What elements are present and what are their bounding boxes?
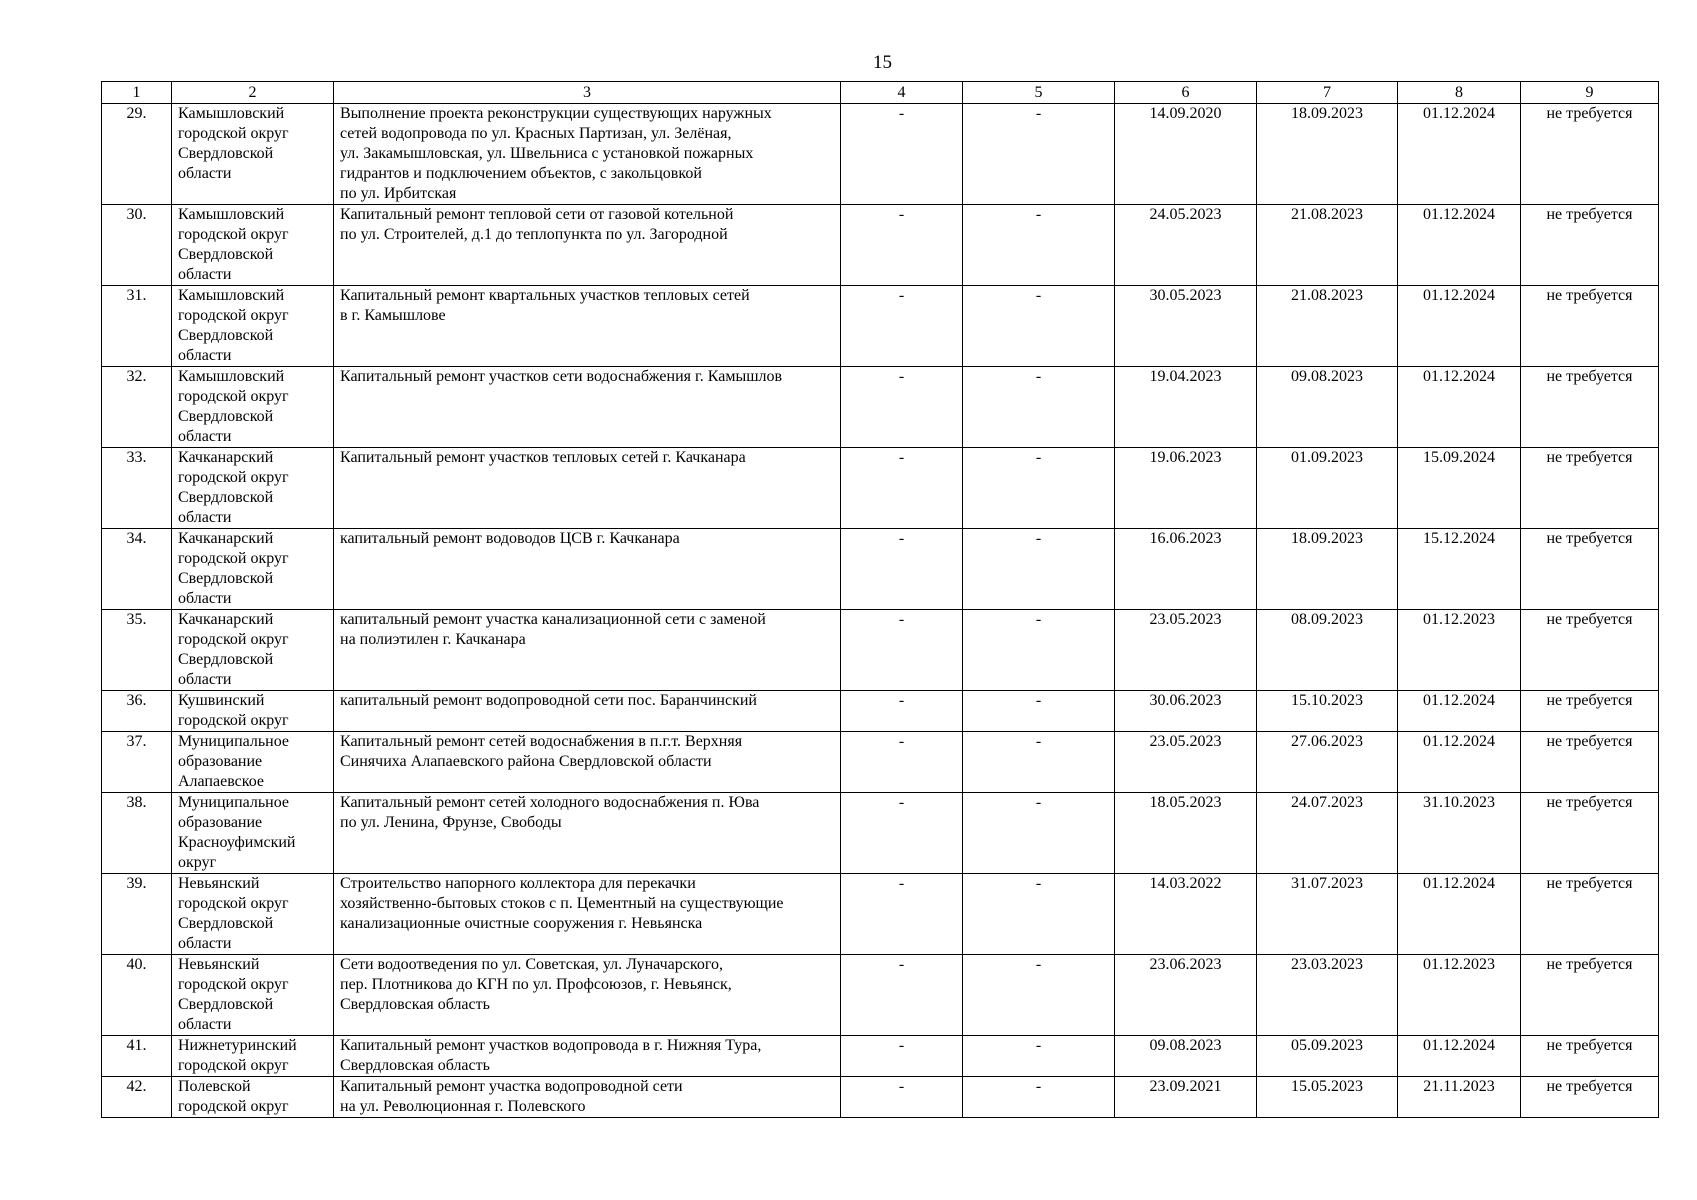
row-number: 36. (102, 691, 172, 732)
row-number: 33. (102, 448, 172, 529)
municipality-cell: Муниципальное образование Алапаевское (172, 732, 334, 793)
col4-cell: - (841, 205, 963, 286)
column-header: 2 (172, 82, 334, 104)
col7-date-cell: 21.08.2023 (1257, 286, 1398, 367)
row-number: 40. (102, 955, 172, 1036)
col6-date-cell: 19.04.2023 (1115, 367, 1257, 448)
table-row (102, 610, 1659, 691)
description-cell: капитальный ремонт участка канализационной сети с заменой на полиэтилен г. Качканара (334, 610, 841, 691)
col8-date-cell: 01.12.2024 (1398, 732, 1521, 793)
col9-status-cell: не требуется (1521, 691, 1659, 732)
table-row (102, 367, 1659, 448)
col8-date-cell: 01.12.2023 (1398, 955, 1521, 1036)
municipality-cell: Камышловский городской округ Свердловской области (172, 367, 334, 448)
description-cell: Капитальный ремонт сетей водоснабжения в п.г.т. Верхняя Синячиха Алапаевского района Свердловской области (334, 732, 841, 793)
col6-date-cell: 30.05.2023 (1115, 286, 1257, 367)
municipality-cell: Камышловский городской округ Свердловской области (172, 104, 334, 205)
col9-status-cell: не требуется (1521, 104, 1659, 205)
col6-date-cell: 23.05.2023 (1115, 610, 1257, 691)
col4-cell: - (841, 732, 963, 793)
description-cell: Сети водоотведения по ул. Советская, ул. Луначарского, пер. Плотникова до КГН по ул. Профсоюзов, г. Невьянск, Свердловская область (334, 955, 841, 1036)
description-cell: капитальный ремонт водопроводной сети пос. Баранчинский (334, 691, 841, 732)
col6-date-cell: 14.09.2020 (1115, 104, 1257, 205)
col5-cell: - (963, 448, 1115, 529)
col6-date-cell: 23.06.2023 (1115, 955, 1257, 1036)
col7-date-cell: 09.08.2023 (1257, 367, 1398, 448)
col4-cell: - (841, 610, 963, 691)
col5-cell: - (963, 1036, 1115, 1077)
description-cell: Капитальный ремонт тепловой сети от газовой котельной по ул. Строителей, д.1 до теплопункта по ул. Загородной (334, 205, 841, 286)
row-number: 30. (102, 205, 172, 286)
col7-date-cell: 27.06.2023 (1257, 732, 1398, 793)
data-table (101, 81, 1659, 1118)
col6-date-cell: 19.06.2023 (1115, 448, 1257, 529)
col9-status-cell: не требуется (1521, 286, 1659, 367)
col8-date-cell: 01.12.2024 (1398, 286, 1521, 367)
col9-status-cell: не требуется (1521, 610, 1659, 691)
municipality-cell: Качканарский городской округ Свердловской области (172, 610, 334, 691)
col7-date-cell: 15.05.2023 (1257, 1077, 1398, 1118)
municipality-cell: Кушвинский городской округ (172, 691, 334, 732)
col6-date-cell: 30.06.2023 (1115, 691, 1257, 732)
col5-cell: - (963, 874, 1115, 955)
row-number: 41. (102, 1036, 172, 1077)
col4-cell: - (841, 367, 963, 448)
col6-date-cell: 18.05.2023 (1115, 793, 1257, 874)
row-number: 32. (102, 367, 172, 448)
row-number: 34. (102, 529, 172, 610)
col6-date-cell: 24.05.2023 (1115, 205, 1257, 286)
table-row (102, 874, 1659, 955)
col7-date-cell: 08.09.2023 (1257, 610, 1398, 691)
col4-cell: - (841, 104, 963, 205)
column-header: 5 (963, 82, 1115, 104)
col8-date-cell: 01.12.2024 (1398, 874, 1521, 955)
col8-date-cell: 15.09.2024 (1398, 448, 1521, 529)
col7-date-cell: 18.09.2023 (1257, 529, 1398, 610)
column-header: 4 (841, 82, 963, 104)
municipality-cell: Муниципальное образование Красноуфимский округ (172, 793, 334, 874)
col9-status-cell: не требуется (1521, 448, 1659, 529)
col7-date-cell: 05.09.2023 (1257, 1036, 1398, 1077)
col9-status-cell: не требуется (1521, 793, 1659, 874)
col7-date-cell: 01.09.2023 (1257, 448, 1398, 529)
table-row (102, 1077, 1659, 1118)
municipality-cell: Камышловский городской округ Свердловской области (172, 286, 334, 367)
col5-cell: - (963, 955, 1115, 1036)
col7-date-cell: 23.03.2023 (1257, 955, 1398, 1036)
col5-cell: - (963, 367, 1115, 448)
col9-status-cell: не требуется (1521, 1036, 1659, 1077)
col4-cell: - (841, 529, 963, 610)
col5-cell: - (963, 104, 1115, 205)
col5-cell: - (963, 1077, 1115, 1118)
col5-cell: - (963, 286, 1115, 367)
column-header: 1 (102, 82, 172, 104)
municipality-cell: Невьянский городской округ Свердловской области (172, 874, 334, 955)
table-row (102, 448, 1659, 529)
col5-cell: - (963, 691, 1115, 732)
col6-date-cell: 23.05.2023 (1115, 732, 1257, 793)
col9-status-cell: не требуется (1521, 367, 1659, 448)
col8-date-cell: 01.12.2024 (1398, 104, 1521, 205)
municipality-cell: Камышловский городской округ Свердловской области (172, 205, 334, 286)
col4-cell: - (841, 1036, 963, 1077)
col8-date-cell: 01.12.2023 (1398, 610, 1521, 691)
col8-date-cell: 01.12.2024 (1398, 1036, 1521, 1077)
column-header: 9 (1521, 82, 1659, 104)
row-number: 31. (102, 286, 172, 367)
col8-date-cell: 01.12.2024 (1398, 205, 1521, 286)
table-row (102, 793, 1659, 874)
col6-date-cell: 09.08.2023 (1115, 1036, 1257, 1077)
col8-date-cell: 01.12.2024 (1398, 367, 1521, 448)
col8-date-cell: 31.10.2023 (1398, 793, 1521, 874)
column-header: 6 (1115, 82, 1257, 104)
col9-status-cell: не требуется (1521, 874, 1659, 955)
col4-cell: - (841, 691, 963, 732)
row-number: 38. (102, 793, 172, 874)
description-cell: Капитальный ремонт участков водопровода в г. Нижняя Тура, Свердловская область (334, 1036, 841, 1077)
col9-status-cell: не требуется (1521, 529, 1659, 610)
description-cell: Капитальный ремонт участков тепловых сетей г. Качканара (334, 448, 841, 529)
table-row (102, 205, 1659, 286)
col6-date-cell: 14.03.2022 (1115, 874, 1257, 955)
municipality-cell: Качканарский городской округ Свердловской области (172, 529, 334, 610)
municipality-cell: Нижнетуринский городской округ (172, 1036, 334, 1077)
table-row (102, 732, 1659, 793)
column-header: 8 (1398, 82, 1521, 104)
table-body (102, 104, 1659, 1118)
description-cell: Капитальный ремонт сетей холодного водоснабжения п. Юва по ул. Ленина, Фрунзе, Свободы (334, 793, 841, 874)
row-number: 42. (102, 1077, 172, 1118)
col4-cell: - (841, 1077, 963, 1118)
description-cell: капитальный ремонт водоводов ЦСВ г. Качканара (334, 529, 841, 610)
col8-date-cell: 21.11.2023 (1398, 1077, 1521, 1118)
header-row (102, 82, 1659, 104)
col4-cell: - (841, 793, 963, 874)
page-number: 15 (873, 52, 892, 73)
col7-date-cell: 15.10.2023 (1257, 691, 1398, 732)
description-cell: Капитальный ремонт участка водопроводной сети на ул. Революционная г. Полевского (334, 1077, 841, 1118)
row-number: 35. (102, 610, 172, 691)
col7-date-cell: 21.08.2023 (1257, 205, 1398, 286)
col9-status-cell: не требуется (1521, 732, 1659, 793)
col5-cell: - (963, 732, 1115, 793)
col4-cell: - (841, 955, 963, 1036)
municipality-cell: Невьянский городской округ Свердловской области (172, 955, 334, 1036)
table-row (102, 286, 1659, 367)
column-header: 7 (1257, 82, 1398, 104)
row-number: 29. (102, 104, 172, 205)
col5-cell: - (963, 529, 1115, 610)
row-number: 39. (102, 874, 172, 955)
municipality-cell: Качканарский городской округ Свердловской области (172, 448, 334, 529)
description-cell: Капитальный ремонт квартальных участков тепловых сетей в г. Камышлове (334, 286, 841, 367)
col5-cell: - (963, 793, 1115, 874)
col8-date-cell: 01.12.2024 (1398, 691, 1521, 732)
municipality-cell: Полевской городской округ (172, 1077, 334, 1118)
description-cell: Выполнение проекта реконструкции существующих наружных сетей водопровода по ул. Красных Партизан, ул. Зелёная, ул. Закамышловская, ул. Швельниса с установкой пожарных гидрантов и подключением объектов, с закольцовкой по ул. Ирбитская (334, 104, 841, 205)
col6-date-cell: 16.06.2023 (1115, 529, 1257, 610)
col7-date-cell: 18.09.2023 (1257, 104, 1398, 205)
col7-date-cell: 24.07.2023 (1257, 793, 1398, 874)
col9-status-cell: не требуется (1521, 205, 1659, 286)
table-row (102, 691, 1659, 732)
col7-date-cell: 31.07.2023 (1257, 874, 1398, 955)
table-row (102, 955, 1659, 1036)
description-cell: Капитальный ремонт участков сети водоснабжения г. Камышлов (334, 367, 841, 448)
row-number: 37. (102, 732, 172, 793)
table-row (102, 1036, 1659, 1077)
col9-status-cell: не требуется (1521, 1077, 1659, 1118)
col5-cell: - (963, 610, 1115, 691)
col5-cell: - (963, 205, 1115, 286)
col4-cell: - (841, 874, 963, 955)
col4-cell: - (841, 286, 963, 367)
col6-date-cell: 23.09.2021 (1115, 1077, 1257, 1118)
table-row (102, 529, 1659, 610)
col8-date-cell: 15.12.2024 (1398, 529, 1521, 610)
description-cell: Строительство напорного коллектора для перекачки хозяйственно-бытовых стоков с п. Цементный на существующие канализационные очистные сооружения г. Невьянска (334, 874, 841, 955)
col9-status-cell: не требуется (1521, 955, 1659, 1036)
column-header: 3 (334, 82, 841, 104)
col4-cell: - (841, 448, 963, 529)
table-row (102, 104, 1659, 205)
